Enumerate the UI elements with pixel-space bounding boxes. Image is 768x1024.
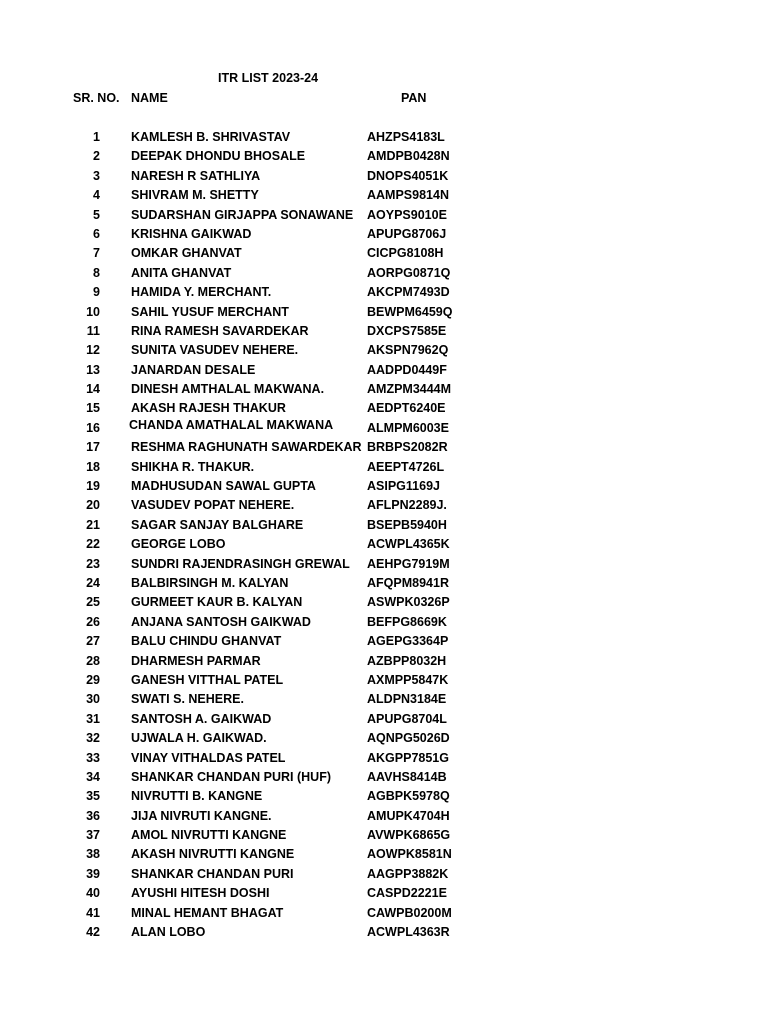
sr-no-cell: 41 [86, 905, 100, 920]
name-cell: HAMIDA Y. MERCHANT. [131, 285, 272, 300]
sr-no-cell: 21 [86, 517, 100, 532]
name-cell: GURMEET KAUR B. KALYAN [131, 595, 303, 610]
sr-no-cell: 1 [93, 130, 100, 144]
table-row [0, 884, 768, 903]
table-row [0, 593, 768, 612]
table-row [0, 419, 768, 438]
table-row [0, 244, 768, 263]
name-cell: SUDARSHAN GIRJAPPA SONAWANE [131, 207, 354, 222]
pan-cell: AGBPK5978Q [367, 789, 450, 804]
pan-cell: BEFPG8669K [367, 614, 447, 629]
name-cell: AKASH NIVRUTTI KANGNE [131, 847, 295, 862]
sr-no-cell: 14 [86, 382, 100, 397]
sr-no-cell: 16 [86, 420, 100, 435]
sr-no-cell: 30 [86, 692, 100, 707]
table-row [0, 865, 768, 884]
table-row [0, 787, 768, 806]
sr-no-cell: 28 [86, 653, 100, 668]
pan-cell: APUPG8704L [367, 711, 447, 726]
name-cell: RESHMA RAGHUNATH SAWARDEKAR [131, 440, 362, 455]
table-row [0, 477, 768, 496]
name-cell: NIVRUTTI B. KANGNE [131, 789, 263, 804]
sr-no-cell: 6 [93, 226, 100, 241]
pan-cell: AORPG0871Q [367, 265, 451, 280]
name-cell: SHANKAR CHANDAN PURI (HUF) [131, 769, 331, 784]
sr-no-cell: 38 [86, 847, 100, 862]
table-row [0, 710, 768, 729]
pan-cell: AAVHS8414B [367, 769, 447, 784]
pan-cell: BSEPB5940H [367, 517, 447, 532]
sr-no-cell: 39 [86, 866, 100, 881]
pan-cell: AAMPS9814N [367, 188, 449, 203]
sr-no-cell: 36 [86, 808, 100, 823]
name-cell: AMOL NIVRUTTI KANGNE [131, 828, 287, 843]
name-cell: KRISHNA GAIKWAD [131, 226, 252, 241]
pan-cell: AFLPN2289J. [367, 498, 447, 513]
name-cell: JIJA NIVRUTI KANGNE. [131, 808, 272, 823]
table-row [0, 438, 768, 457]
table-row [0, 826, 768, 845]
pan-cell: AZBPP8032H [367, 653, 447, 668]
sr-no-cell: 2 [93, 149, 100, 164]
pan-cell: AQNPG5026D [367, 731, 450, 746]
sr-no-cell: 15 [86, 401, 100, 416]
sr-no-cell: 20 [86, 498, 100, 513]
table-row [0, 128, 768, 147]
name-cell: VINAY VITHALDAS PATEL [131, 750, 286, 765]
table-row [0, 186, 768, 205]
pan-cell: AADPD0449F [367, 362, 447, 377]
name-cell: SAHIL YUSUF MERCHANT [131, 304, 289, 319]
name-cell: VASUDEV POPAT NEHERE. [131, 498, 295, 513]
name-cell: DEEPAK DHONDU BHOSALE [131, 149, 306, 164]
sr-no-cell: 31 [86, 711, 100, 726]
sr-no-cell: 8 [93, 265, 100, 280]
table-row [0, 690, 768, 709]
name-cell: MINAL HEMANT BHAGAT [131, 905, 284, 920]
name-cell: SHANKAR CHANDAN PURI [131, 866, 294, 881]
pan-cell: AMUPK4704H [367, 808, 450, 823]
sr-no-cell: 19 [86, 479, 100, 494]
name-cell: AKASH RAJESH THAKUR [131, 401, 286, 416]
pan-cell: ASWPK0326P [367, 595, 450, 610]
sr-no-cell: 29 [86, 672, 100, 687]
sr-no-cell: 18 [86, 459, 100, 474]
table-row [0, 225, 768, 244]
sr-no-cell: 26 [86, 614, 100, 629]
name-cell: SHIKHA R. THAKUR. [131, 459, 255, 474]
pan-cell: AOWPK8581N [367, 847, 452, 862]
name-cell: SAGAR SANJAY BALGHARE [131, 517, 304, 532]
table-row [0, 167, 768, 186]
table-row [0, 516, 768, 535]
pan-cell: AEDPT6240E [367, 401, 446, 416]
pan-cell: BEWPM6459Q [367, 304, 453, 319]
pan-cell: CICPG8108H [367, 246, 444, 261]
sr-no-cell: 32 [86, 731, 100, 746]
pan-cell: ALMPM6003E [367, 420, 449, 435]
table-row [0, 574, 768, 593]
table-row [0, 749, 768, 768]
name-cell: GEORGE LOBO [131, 537, 226, 552]
table-row [0, 904, 768, 923]
table-row [0, 206, 768, 225]
pan-cell: ASIPG1169J [367, 479, 440, 494]
table-row [0, 341, 768, 360]
name-cell: ANJANA SANTOSH GAIKWAD [131, 614, 311, 629]
name-cell: KAMLESH B. SHRIVASTAV [131, 130, 291, 144]
table-row [0, 458, 768, 477]
pan-cell: DXCPS7585E [367, 323, 447, 338]
pan-cell: AHZPS4183L [367, 130, 445, 144]
sr-no-cell: 22 [86, 537, 100, 552]
table-row [0, 845, 768, 864]
name-cell: DHARMESH PARMAR [131, 653, 261, 668]
sr-no-cell: 7 [93, 246, 100, 261]
pan-cell: AXMPP5847K [367, 672, 449, 687]
pan-cell: BRBPS2082R [367, 440, 448, 455]
pan-cell: ACWPL4363R [367, 925, 450, 940]
sr-no-cell: 25 [86, 595, 100, 610]
sr-no-cell: 35 [86, 789, 100, 804]
sr-no-cell: 13 [86, 362, 100, 377]
name-cell: SHIVRAM M. SHETTY [131, 188, 259, 203]
name-cell: ANITA GHANVAT [131, 265, 232, 280]
name-cell: DINESH AMTHALAL MAKWANA. [131, 382, 325, 397]
sr-no-cell: 33 [86, 750, 100, 765]
table-row [0, 264, 768, 283]
pan-cell: AMDPB0428N [367, 149, 450, 164]
name-cell: JANARDAN DESALE [131, 362, 256, 377]
name-cell: RINA RAMESH SAVARDEKAR [131, 323, 309, 338]
sr-no-cell: 10 [86, 304, 100, 319]
pan-cell: AKCPM7493D [367, 285, 450, 300]
table-row [0, 613, 768, 632]
pan-cell: ACWPL4365K [367, 537, 450, 552]
table-row [0, 632, 768, 651]
sr-no-cell: 27 [86, 634, 100, 649]
name-cell: SANTOSH A. GAIKWAD [131, 711, 272, 726]
pan-cell: AEEPT4726L [367, 459, 445, 474]
column-header-pan: PAN [401, 91, 427, 105]
name-cell: UJWALA H. GAIKWAD. [131, 731, 267, 746]
table-row [0, 535, 768, 554]
pan-cell: APUPG8706J [367, 226, 447, 241]
sr-no-cell: 17 [86, 440, 100, 455]
name-cell: SUNDRI RAJENDRASINGH GREWAL [131, 556, 350, 571]
column-header-name: NAME [131, 91, 168, 105]
pan-cell: DNOPS4051K [367, 168, 449, 183]
name-cell: NARESH R SATHLIYA [131, 168, 261, 183]
table-row [0, 361, 768, 380]
sr-no-cell: 34 [86, 769, 100, 784]
pan-cell: AOYPS9010E [367, 207, 447, 222]
table-row [0, 283, 768, 302]
document-title: ITR LIST 2023-24 [218, 71, 319, 85]
table-row [0, 380, 768, 399]
name-cell: GANESH VITTHAL PATEL [131, 672, 284, 687]
itr-list-table [0, 128, 768, 942]
sr-no-cell: 40 [86, 886, 100, 901]
table-row [0, 671, 768, 690]
sr-no-cell: 24 [86, 575, 100, 590]
sr-no-cell: 12 [86, 343, 100, 358]
pan-cell: CASPD2221E [367, 886, 447, 901]
name-cell: OMKAR GHANVAT [131, 246, 242, 261]
column-header-sr-no: SR. NO. [73, 91, 120, 105]
table-row [0, 923, 768, 942]
pan-cell: AMZPM3444M [367, 382, 452, 397]
pan-cell: AEHPG7919M [367, 556, 450, 571]
name-cell: CHANDA AMATHALAL MAKWANA [129, 417, 334, 432]
sr-no-cell: 3 [93, 168, 100, 183]
pan-cell: AFQPM8941R [367, 575, 449, 590]
name-cell: SWATI S. NEHERE. [131, 692, 244, 707]
sr-no-cell: 37 [86, 828, 100, 843]
table-row [0, 303, 768, 322]
sr-no-cell: 42 [86, 925, 100, 940]
table-row [0, 555, 768, 574]
name-cell: ALAN LOBO [131, 925, 206, 940]
sr-no-cell: 5 [93, 207, 100, 222]
table-row [0, 807, 768, 826]
name-cell: BALU CHINDU GHANVAT [131, 634, 282, 649]
pan-cell: AGEPG3364P [367, 634, 449, 649]
pan-cell: CAWPB0200M [367, 905, 452, 920]
name-cell: MADHUSUDAN SAWAL GUPTA [131, 479, 316, 494]
sr-no-cell: 4 [93, 188, 100, 203]
name-cell: BALBIRSINGH M. KALYAN [131, 575, 289, 590]
pan-cell: AVWPK6865G [367, 828, 451, 843]
table-row [0, 322, 768, 341]
table-row [0, 768, 768, 787]
sr-no-cell: 9 [93, 285, 100, 300]
table-row [0, 496, 768, 515]
sr-no-cell: 11 [86, 323, 100, 338]
pan-cell: ALDPN3184E [367, 692, 447, 707]
table-row [0, 729, 768, 748]
name-cell: AYUSHI HITESH DOSHI [131, 886, 270, 901]
sr-no-cell: 23 [86, 556, 100, 571]
pan-cell: AKSPN7962Q [367, 343, 449, 358]
pan-cell: AKGPP7851G [367, 750, 449, 765]
name-cell: SUNITA VASUDEV NEHERE. [131, 343, 299, 358]
pan-cell: AAGPP3882K [367, 866, 449, 881]
table-row [0, 147, 768, 166]
table-row [0, 652, 768, 671]
table-row [0, 399, 768, 418]
